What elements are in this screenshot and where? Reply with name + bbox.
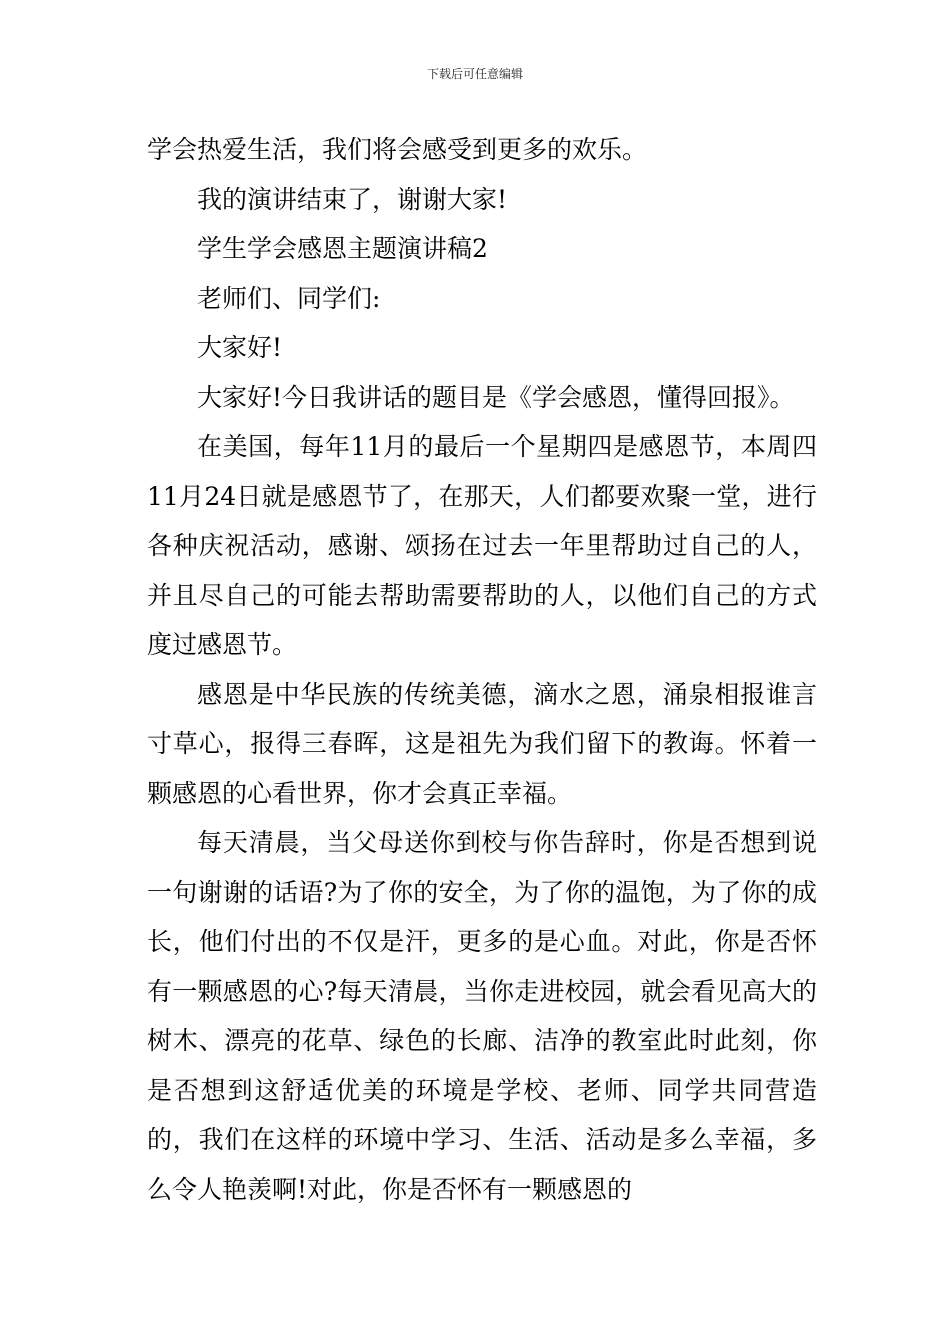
document-body — [147, 125, 817, 1214]
paragraph-topic: 大家好!今日我讲话的题目是《学会感恩，懂得回报》。 — [197, 382, 795, 412]
paragraph-tradition: 感恩是中华民族的传统美德，滴水之恩，涌泉相报谁言寸草心，报得三春晖，这是祖先为我们留下的教诲。怀着一颗感恩的心看世界，你才会真正幸福。 — [147, 679, 817, 808]
paragraph-morning: 每天清晨，当父母送你到校与你告辞时，你是否想到说一句谢谢的话语?为了你的安全，为了你的温饱，为了你的成长，他们付出的不仅是汗，更多的是心血。对此，你是否怀有一颗感恩的心?每天清晨，当你走进校园，就会看见高大的树木、漂亮的花草、绿色的长廊、洁净的教室此时此刻，你是否想到这舒适优美的环境是学校、老师、同学共同营造的，我们在这样的环境中学习、生活、活动是多么幸福，多么令人艳羡啊!对此，你是否怀有一颗感恩的 — [147, 828, 817, 1204]
salutation: 老师们、同学们: — [197, 283, 381, 313]
speech-title: 学生学会感恩主题演讲稿2 — [197, 234, 488, 263]
greeting: 大家好! — [197, 333, 283, 362]
paragraph-continuation: 学会热爱生活，我们将会感受到更多的欢乐。 — [147, 135, 648, 164]
paragraph-closing: 我的演讲结束了，谢谢大家! — [197, 184, 508, 214]
paragraph-thanksgiving: 在美国，每年11月的最后一个星期四是感恩节，本周四11月24日就是感恩节了，在那天，人们都要欢聚一堂，进行各种庆祝活动，感谢、颂扬在过去一年里帮助过自己的人，并且尽自己的可能去帮助需要帮助的人，以他们自己的方式度过感恩节。 — [147, 432, 817, 659]
page-header-note: 下载后可任意编辑 — [426, 67, 523, 81]
